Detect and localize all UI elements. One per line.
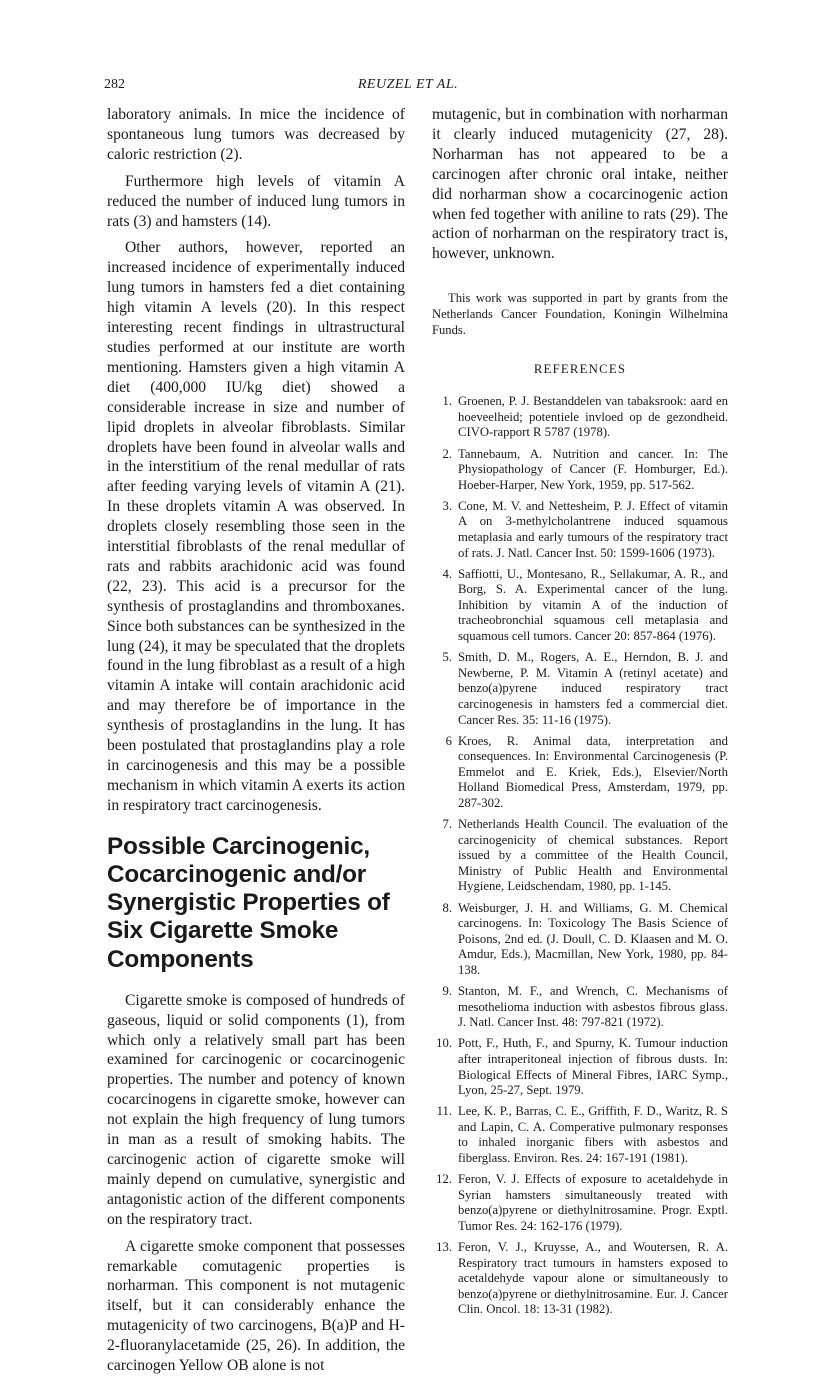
- reference-item: [432, 394, 728, 441]
- reference-item: [432, 650, 728, 728]
- paragraph: A cigarette smoke component that possesses remarkable comutagenic properties is norharman. This component is not mutagenic itself, but it can considerably enhance the mutagenicity of two carcinogens, B(a)P and H-2-fluoranylacetamide (25, 26). In addition, the carcinogen Yellow OB alone is not: [107, 1237, 405, 1375]
- reference-text: Tannebaum, A. Nutrition and cancer. In: The Physiopathology of Cancer (F. Homburger, Ed.). Hoeber-Harper, New York, 1959, pp. 517-562.: [458, 446, 728, 492]
- reference-number: 10.: [436, 1036, 452, 1051]
- reference-number: 2.: [442, 446, 452, 461]
- reference-number: 7.: [442, 817, 452, 832]
- paragraph: Furthermore high levels of vitamin A reduced the number of induced lung tumors in rats (3) and hamsters (14).: [107, 172, 405, 230]
- reference-number: 1.: [442, 394, 452, 409]
- reference-number: 3.: [442, 498, 452, 513]
- reference-number: 13.: [436, 1239, 452, 1254]
- reference-number: 8.: [442, 900, 452, 915]
- reference-text: Cone, M. V. and Nettesheim, P. J. Effect of vitamin A on 3-methylcholantrene induced squamous metaplasia and early tumours of the respiratory tract of rats. J. Natl. Cancer Inst. 50: 1599-1606 (1973).: [458, 498, 728, 560]
- references-title: REFERENCES: [533, 362, 627, 377]
- reference-number: 11.: [436, 1104, 452, 1119]
- reference-number: 6: [445, 733, 452, 748]
- reference-item: [432, 447, 728, 494]
- paragraph: mutagenic, but in combination with norharman it clearly induced mutagenicity (27, 28). Norharman has not appeared to be a carcinogen after chronic oral intake, neither did norharman show a cocarcinogenic action when fed together with aniline to rats (29). The action of norharman on the respiratory tract is, however, unknown.: [432, 106, 728, 263]
- reference-item: [432, 734, 728, 812]
- page-number: 282: [104, 77, 125, 92]
- paragraph: Other authors, however, reported an increased incidence of experimentally induced lung tumors in hamsters fed a diet containing high vitamin A levels (20). In this respect interesting recent findings in ultrastructural studies performed at our institute are worth mentioning. Hamsters given a high vitamin A diet (400,000 IU/kg diet) showed a considerable increase in size and number of lipid droplets in alveolar fibroblasts. Similar droplets have been found in alveolar walls and in the interstitium of the renal medullar of rats after feeding varying levels of vitamin A (21). In these droplets vitamin A was observed. In droplets closely resembling those seen in the interstitial fibroblasts of the renal medullar of rats and rabbits arachidonic acid was found (22, 23). This acid is a precursor for the synthesis of prostaglandins and thromboxanes. Since both substances can be synthesized in the lung (24), it may be speculated that the droplets found in the lung fibroblast as a result of a high vitamin A intake will contain arachidonic acid and may therefore be of importance in the synthesis of prostaglandins in the lung. It has been postulated that prostaglandins play a role in carcinogenesis and this may be a possible mechanism in which vitamin A exerts its action in respiratory tract carcinogenesis.: [107, 239, 405, 814]
- left-column: [107, 105, 405, 1376]
- reference-text: Feron, V. J., Kruysse, A., and Woutersen, R. A. Respiratory tract tumours in hamsters exposed to acetaldehyde vapour alone or simultaneously to benzo(a)pyrene or diethylnitrosamine. Eur. J. Cancer Clin. Oncol. 18: 13-31 (1982).: [458, 1239, 728, 1317]
- reference-text: Weisburger, J. H. and Williams, G. M. Chemical carcinogens. In: Toxicology The Basis Science of Poisons, 2nd ed. (J. Doull, C. D. Klaasen and M. O. Amdur, Eds.), Macmillan, New York, 1980, pp. 84-138.: [458, 900, 728, 977]
- reference-text: Smith, D. M., Rogers, A. E., Herndon, B. J. and Newberne, P. M. Vitamin A (retinyl acetate) and benzo(a)pyrene induced respiratory tract carcinogenesis in hamsters fed a commercial diet. Cancer Res. 35: 11-16 (1975).: [458, 650, 728, 727]
- reference-item: [432, 901, 728, 979]
- reference-text: Saffiotti, U., Montesano, R., Sellakumar, A. R., and Borg, S. A. Experimental cancer of the lung. Inhibition by vitamin A of the induction of tracheobronchial squamous cell metaplasia and squamous cell tumors. Cancer 20: 857-864 (1976).: [458, 566, 728, 644]
- running-head: REUZEL ET AL.: [357, 77, 459, 92]
- reference-text: Stanton, M. F., and Wrench, C. Mechanisms of mesothelioma induction with asbestos fibrous glass. J. Natl. Cancer Inst. 48: 797-821 (1972).: [458, 984, 728, 1030]
- reference-text: Pott, F., Huth, F., and Spurny, K. Tumour induction after intraperitoneal injection of fibrous dusts. In: Biological Effects of Mineral Fibres, IARC Symp., Lyon, 25-27, Sept. 1979.: [458, 1036, 728, 1098]
- reference-text: Feron, V. J. Effects of exposure to acetaldehyde in Syrian hamsters simultaneously treated with benzo(a)pyrene or diethylnitrosamine. Progr. Exptl. Tumor Res. 24: 162-176 (1979).: [458, 1172, 728, 1233]
- page-header: [104, 77, 712, 99]
- section-heading: Possible Carcinogenic, Cocarcinogenic and/or Synergistic Properties of Six Cigarette Smoke Components: [107, 832, 390, 973]
- reference-item: [432, 1240, 728, 1318]
- reference-item: [432, 499, 728, 561]
- reference-text: Netherlands Health Council. The evaluation of the carcinogenicity of chemical substances. Report issued by a committee of the Health Council, Ministry of Public Health and Environmental Hygiene, Leidschendam, 1980, pp. 1-145.: [458, 817, 728, 894]
- reference-list: [432, 394, 728, 1318]
- reference-number: 9.: [442, 984, 452, 999]
- reference-text: Groenen, P. J. Bestanddelen van tabaksrook: aard en hoeveelheid; potentiele invloed op de gezondheid. CIVO-rapport R 5787 (1978).: [458, 394, 728, 440]
- reference-number: 4.: [442, 566, 452, 581]
- paragraph: laboratory animals. In mice the incidence of spontaneous lung tumors was decreased by caloric restriction (2).: [107, 106, 405, 163]
- reference-item: [432, 1172, 728, 1234]
- reference-number: 5.: [442, 650, 452, 665]
- reference-item: [432, 817, 728, 895]
- reference-item: [432, 567, 728, 645]
- paragraph: Cigarette smoke is composed of hundreds of gaseous, liquid or solid components (1), from which only a relatively small part has been examined for carcinogenic or cocarcinogenic properties. The number and potency of known cocarcinogens in cigarette smoke, however can not explain the high frequency of lung tumors in man as a result of smoking habits. The carcinogenic action of cigarette smoke will mainly depend on cumulative, synergistic and antagonistic action of the different components on the respiratory tract.: [107, 991, 405, 1228]
- right-column: [432, 105, 728, 1323]
- reference-item: [432, 1036, 728, 1098]
- reference-number: 12.: [436, 1172, 452, 1187]
- reference-text: Lee, K. P., Barras, C. E., Griffith, F. D., Waritz, R. S and Lapin, C. A. Comperative pulmonary responses to inhaled inorganic fibers with asbestos and fiberglass. Environ. Res. 24: 167-191 (1981).: [458, 1104, 728, 1165]
- reference-text: Kroes, R. Animal data, interpretation and consequences. In: Environmental Carcinogenesis (P. Emmelot and E. Kriek, Eds.), Elsevier/North Holland Biomedical Press, Amsterdam, 1979, pp. 287-302.: [458, 733, 728, 810]
- reference-item: [432, 1104, 728, 1166]
- reference-item: [432, 984, 728, 1031]
- funding-acknowledgement: This work was supported in part by grants from the Netherlands Cancer Foundation, Koningin Wilhelmina Funds.: [432, 291, 728, 338]
